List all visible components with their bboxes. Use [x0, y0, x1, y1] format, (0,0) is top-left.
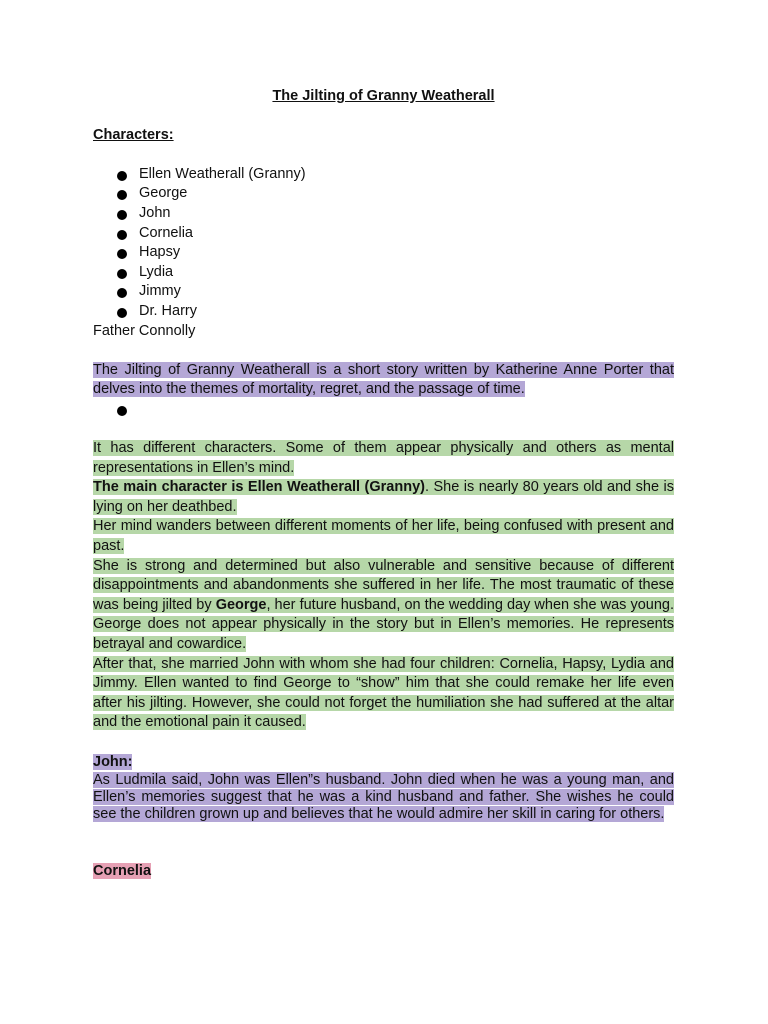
john-heading: John: [93, 753, 133, 770]
paragraph-main-character: The main character is Ellen Weatherall (Granny). She is nearly 80 years old and she is lying on her deathbed. [93, 479, 674, 515]
list-item: Cornelia [93, 224, 674, 244]
bullet-icon [117, 288, 127, 298]
document-title: The Jilting of Granny Weatherall [272, 88, 495, 104]
main-character-bold: The main character is Ellen Weatherall (Granny) [93, 479, 425, 496]
bullet-icon [117, 406, 127, 416]
characters-heading: Characters: [93, 126, 174, 143]
list-item: John [93, 204, 674, 224]
characters-list [93, 165, 674, 322]
bullet-icon [117, 249, 127, 259]
bullet-icon [117, 230, 127, 240]
list-item: Dr. Harry [93, 302, 674, 322]
bullet-icon [117, 171, 127, 181]
intro-paragraph [93, 361, 674, 400]
list-item: George [93, 184, 674, 204]
cornelia-heading: Cornelia [93, 863, 152, 880]
bullet-icon [117, 190, 127, 200]
paragraph-george: She is strong and determined but also vulnerable and sensitive because of different disappointments and abandonments she suffered in her life. The most traumatic of these was being jilted by George, her future husband, on the wedding day when she was young. George does not appear physically in the story but in Ellen’s memories. He represents betrayal and cowardice. [93, 557, 674, 653]
bullet-icon [117, 269, 127, 279]
list-item: Jimmy [93, 282, 674, 302]
john-paragraph: As Ludmila said, John was Ellen”s husband. John died when he was a young man, and Ellen’s memories suggest that he was a kind husband and father. She wishes he could see the children grown up and believes that he would admire her skill in caring for others. [93, 772, 674, 823]
document-body [93, 86, 674, 882]
paragraph-marriage: After that, she married John with whom she had four children: Cornelia, Hapsy, Lydia and Jimmy. Ellen wanted to find George to “show” him that she could remake her life even after his jilting. However, she could not forget the humiliation she had suffered at the altar and the emotional pain it caused. [93, 655, 674, 731]
empty-list-item [93, 400, 674, 420]
bullet-icon [117, 308, 127, 318]
intro-text: The Jilting of Granny Weatherall is a short story written by Katherine Anne Porter that delves into the themes of mortality, regret, and the passage of time. [93, 361, 674, 398]
paragraph-mind: Her mind wanders between different moments of her life, being confused with present and past. [93, 518, 674, 555]
extra-character: Father Connolly [93, 322, 196, 339]
bullet-icon [117, 210, 127, 220]
list-item: Lydia [93, 263, 674, 283]
list-item: Hapsy [93, 243, 674, 263]
list-item: Ellen Weatherall (Granny) [93, 165, 674, 185]
george-bold: George [215, 596, 267, 613]
paragraph-characters: It has different characters. Some of them appear physically and others as mental representations in Ellen’s mind. [93, 440, 674, 476]
